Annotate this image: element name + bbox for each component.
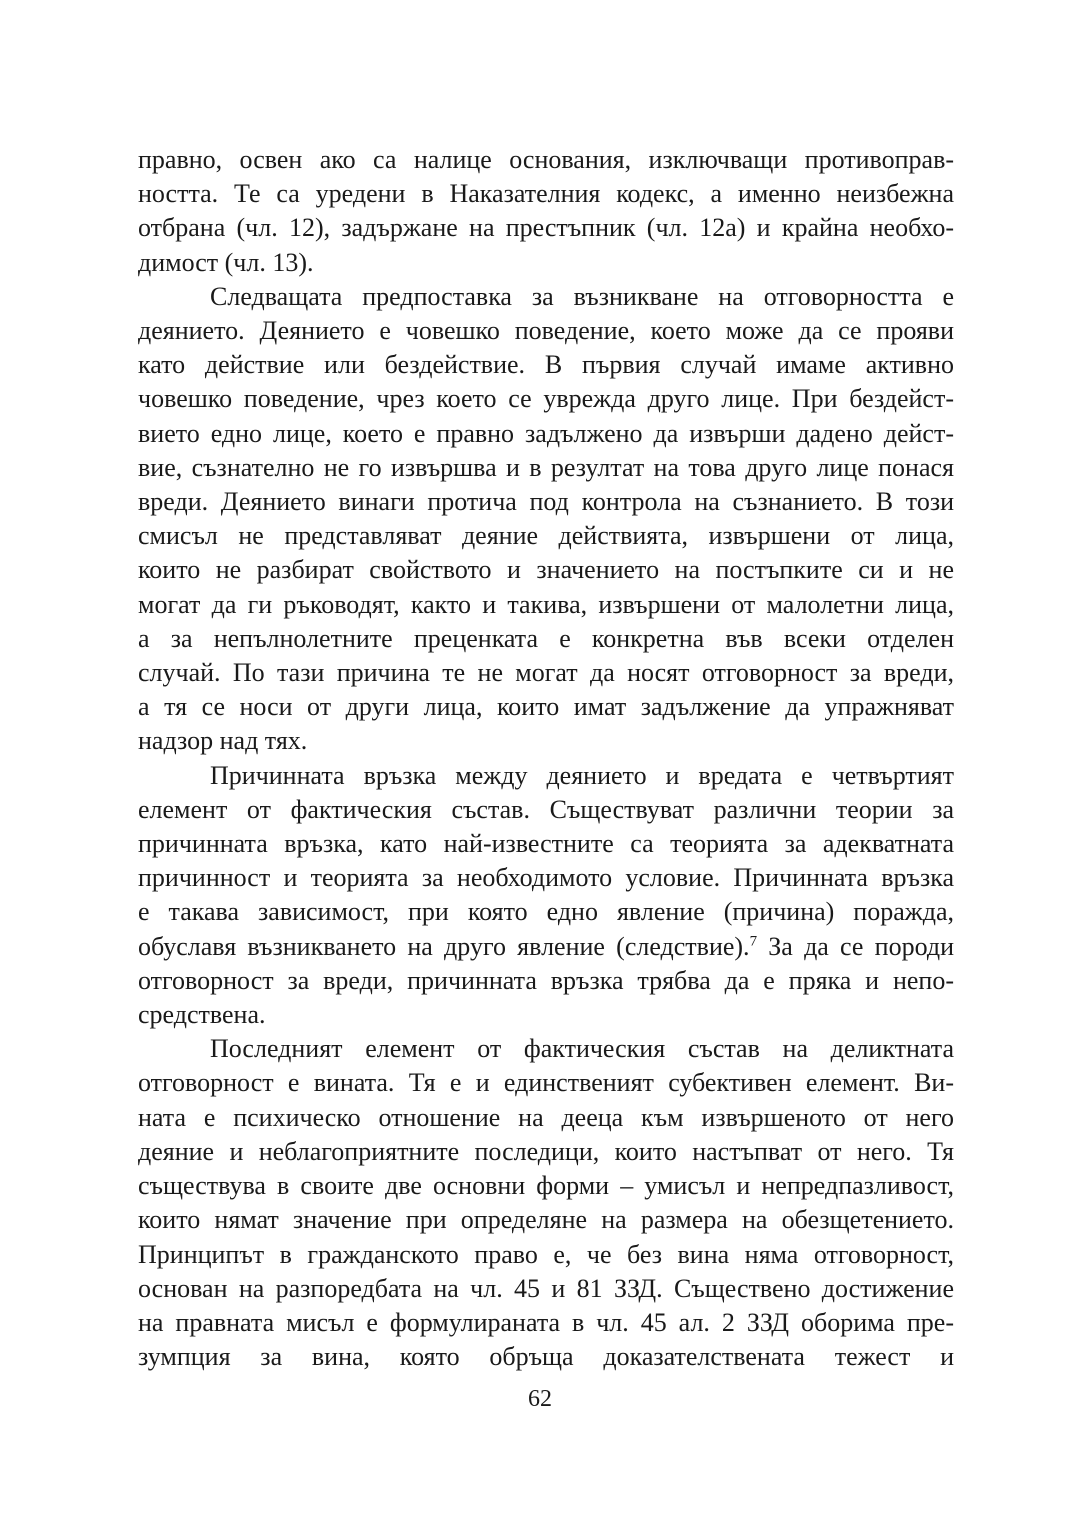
text-line: а за непълнолетните преценката е конкретна във всеки отделен (138, 623, 954, 653)
text-line: Последният елемент от фактическия състав на деликтната (210, 1034, 954, 1064)
text-line: смисъл не представляват деяние действията, извършени от лица, (138, 521, 954, 551)
text-segment: За да се породи (757, 931, 954, 961)
paragraph-3 (138, 759, 954, 1033)
text-line: отбрана (чл. 12), задържане на престъпник (чл. 12а) и крайна необхо- (138, 213, 954, 243)
text-line: е такава зависимост, при която едно явление (причина) поражда, (138, 897, 954, 927)
text-line: деяние и неблагоприятните последици, които настъпват от него. Тя (138, 1136, 954, 1166)
text-line: деянието. Деянието е човешко поведение, което може да се прояви (138, 316, 954, 346)
text-line: димост (чл. 13). (138, 247, 314, 277)
text-line: на правната мисъл е формулираната в чл. 45 ал. 2 ЗЗД оборима пре- (138, 1307, 954, 1337)
text-line: елемент от фактическия състав. Съществуват различни теории за (138, 794, 954, 824)
text-line: зумпция за вина, която обръща доказателствената тежест и (138, 1342, 954, 1372)
text-line: а тя се носи от други лица, които имат задължение да упражняват (138, 692, 954, 722)
text-line: могат да ги ръководят, както и такива, извършени от малолетни лица, (138, 589, 954, 619)
text-line: отговорност е вината. Тя е и единственият субективен елемент. Ви- (138, 1068, 954, 1098)
text-line: правно, освен ако са налице основания, изключващи противоправ- (138, 145, 954, 174)
text-line: вието едно лице, което е правно задължено да извърши дадено дейст- (138, 418, 954, 448)
text-line: Принципът в гражданското право е, че без вина няма отговорност, (138, 1239, 954, 1269)
text-line: ната е психическо отношение на дееца към извършеното от него (138, 1102, 954, 1132)
text-line: случай. По тази причина те не могат да носят отговорност за вреди, (138, 658, 954, 688)
text-line: ността. Те са уредени в Наказателния кодекс, а именно неизбежна (138, 179, 954, 209)
text-line: отговорност за вреди, причинната връзка трябва да е пряка и непо- (138, 965, 954, 995)
paragraph-4 (138, 1032, 954, 1374)
text-line: които нямат значение при определяне на размера на обезщетението. (138, 1205, 954, 1235)
footnote-marker[interactable]: 7 (749, 933, 758, 950)
text-line: съществува в своите две основни форми – умисъл и непредпазливост, (138, 1171, 954, 1201)
text-line-with-footnote (138, 930, 954, 964)
page-number: 62 (528, 1386, 552, 1412)
text-line: причинната връзка, като най-известните са теорията за адекватната (138, 829, 954, 859)
body-text (138, 143, 954, 1374)
paragraph-2 (138, 280, 954, 759)
text-line: основан на разпоредбата на чл. 45 и 81 ЗЗД. Съществено достижение (138, 1273, 954, 1303)
text-line: средствена. (138, 1000, 266, 1030)
text-line: човешко поведение, чрез което се уврежда друго лице. При бездейст- (138, 384, 954, 414)
text-line: вие, съзнателно не го извършва и в резултат на това друго лице понася (138, 452, 954, 482)
text-line: които не разбират свойството и значението на постъпките си и не (138, 555, 954, 585)
text-line: вреди. Деянието винаги протича под контрола на съзнанието. В този (138, 487, 954, 517)
text-line: като действие или бездействие. В първия случай имаме активно (138, 350, 954, 380)
text-line: надзор над тях. (138, 726, 308, 756)
text-line: Следващата предпоставка за възникване на отговорността е (210, 281, 954, 311)
text-line: Причинната връзка между деянието и вредата е четвъртият (210, 760, 954, 790)
text-line: причинност и теорията за необходимото условие. Причинната връзка (138, 863, 954, 893)
paragraph-1 (138, 143, 954, 280)
text-segment: обуславя възникването на друго явление (следствие). (138, 931, 750, 961)
